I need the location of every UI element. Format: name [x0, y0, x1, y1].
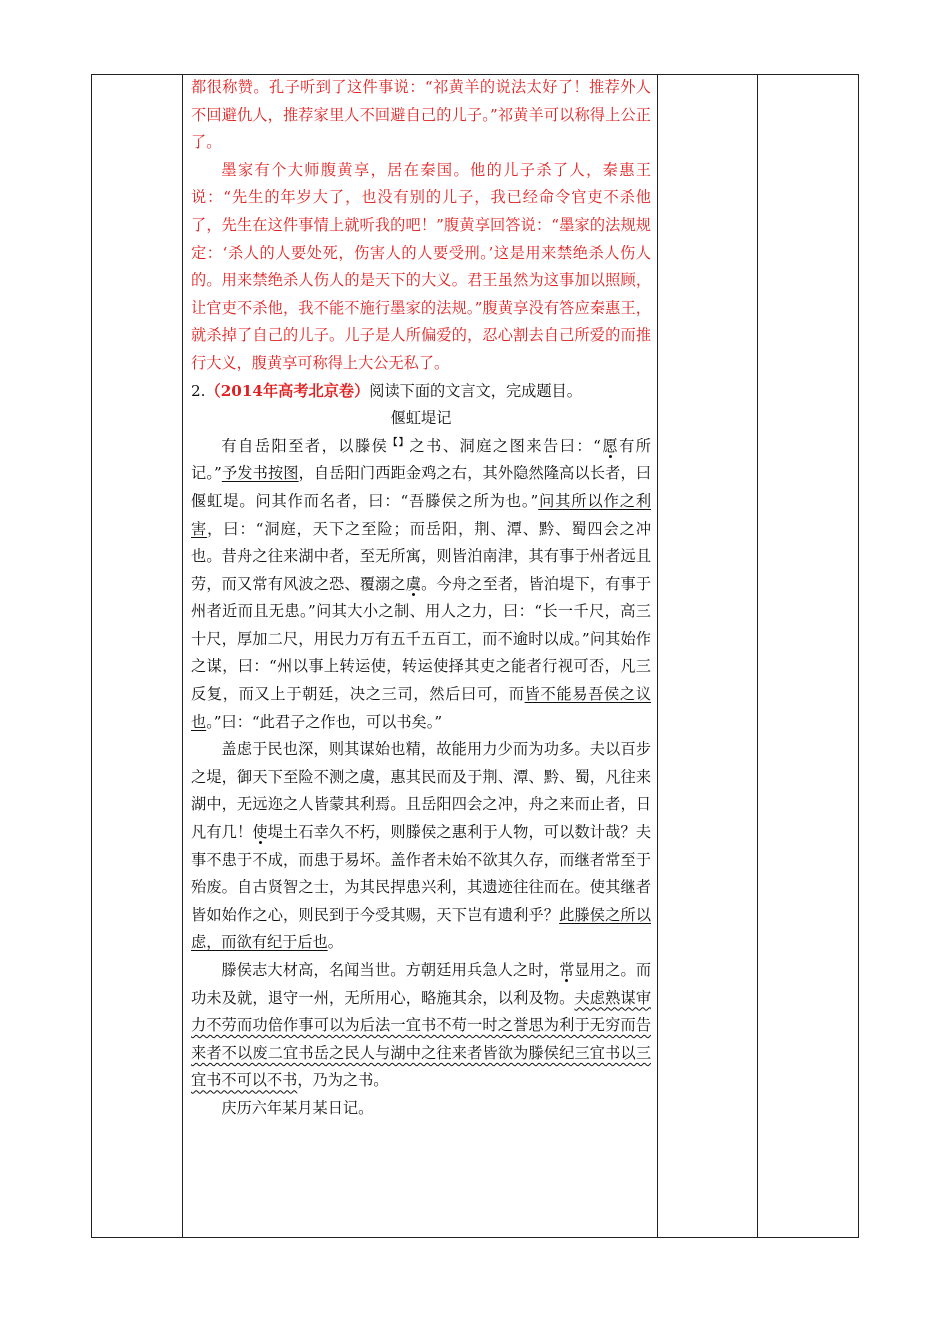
translation-paragraph: 都很称赞。孔子听到了这件事说：“祁黄羊的说法太好了！推荐外人不回避仇人，推荐家里人不回避自己的儿子。”祁黄羊可以称得上公正了。 [191, 78, 651, 152]
underlined-sentence: 此滕侯之所以虑，而欲有纪于后也 [191, 905, 652, 952]
dotted-character: 使 [252, 823, 268, 842]
question-prompt: 阅读下面的文言文，完成题目。 [369, 381, 582, 400]
underlined-sentence: 予发书按图 [221, 464, 299, 483]
underlined-sentence: 皆不能易吾侯之议也 [191, 685, 652, 731]
dotted-character: 虞 [405, 574, 422, 593]
column-divider [657, 75, 658, 1237]
translation-paragraph: 墨家有个大师腹黄享，居在秦国。他的儿子杀了人，秦惠王说：“先生的年岁大了，也没有别的儿子，我已经命令官吏不杀他了，先生在这件事情上就听我的吧！”腹黄享回答说：“墨家的法规规定：‘杀人的人要处死，伤害人的人要受刑。’这是用来禁绝杀人伤人的。用来禁绝杀人伤人的是天下的大义。君王虽然为这事加以照顾，让官吏不杀他，我不能不施行墨家的法规。”腹黄享没有答应秦惠王，就杀掉了自己的儿子。儿子是人所偏爱的，忍心割去自己所爱的而推行大义，腹黄享可称得上大公无私了。 [191, 160, 651, 372]
underlined-sentence: 问其所以作之利害 [191, 491, 652, 538]
passage-date-line: 庆历六年某月某日记。 [221, 1098, 374, 1117]
passage-paragraph: 滕侯志大材高，名闻当世。方朝廷用兵急人之时，常显用之。而功未及就，退守一州，无所用心，略施其余，以利及物。夫虑熟谋审力不劳而功倍作事可以为后法一宜书不苟一时之誉思为利于无穷而告来者不以废二宜书岳之民人与湖中之往来者皆欲为滕侯纪三宜书以三宜书不可以不书，乃为之书。 [191, 961, 652, 1090]
passage-paragraph: 有自岳阳至者，以滕侯【】之书、洞庭之图来告曰：“愿有所记。”予发书按图，自岳阳门西距金鸡之右，其外隐然隆高以长者，曰偃虹堤。问其作而名者，曰：“吾滕侯之所为也。”问其所以作之利害，曰：“洞庭，天下之至险；而岳阳，荆、潭、黔、蜀四会之冲也。昔舟之往来湖中者，至无所寓，则皆泊南津，其有事于州者远且劳，而又常有风波之恐、覆溺之虞。今舟之至者，皆泊堤下，有事于州者近而且无患。”问其大小之制、用人之力，曰：“长一千尺，高三十尺，厚加二尺，用民力万有五千五百工，而不逾时以成。”问其始作之谋，曰：“州以事上转运使，转运使择其吏之能者行视可否，凡三反复，而又上于朝廷，决之三司，然后曰可，而皆不能易吾侯之议也。”曰：“此君子之作也，可以书矣。” [191, 436, 652, 731]
column-divider [182, 75, 183, 1237]
footnote-mark: 【】 [388, 437, 410, 448]
column-divider [757, 75, 758, 1237]
content-cell [191, 74, 651, 1123]
dotted-character: 愿 [600, 436, 620, 455]
question-header: 2.（2014年高考北京卷）阅读下面的文言文，完成题目。 [191, 381, 582, 400]
dotted-character: 常 [559, 961, 575, 979]
question-source: （2014年高考北京卷） [205, 381, 370, 400]
passage-paragraph: 盖虑于民也深，则其谋始也精，故能用力少而为功多。夫以百步之堤，御天下至险不测之虞，惠其民而及于荆、潭、黔、蜀，凡往来湖中，无远迩之人皆蒙其利焉。且岳阳四会之冲，舟之来而止者，日凡有几！使堤土石幸久不朽，则滕侯之惠利于人物，可以数计哉？夫事不患于不成，而患于易坏。盖作者未始不欲其久存，而继者常至于殆废。自古贤智之士，为其民捍患兴利，其遗迹往往而在。使其继者皆如始作之心，则民到于今受其赐，天下岂有遗利乎？此滕侯之所以虑，而欲有纪于后也。 [191, 740, 652, 952]
wavy-underlined-passage: 夫虑熟谋审力不劳而功倍作事可以为后法一宜书不苟一时之誉思为利于无穷而告来者不以废二宜书岳之民人与湖中之往来者皆欲为滕侯纪三宜书以三宜书不可以不书 [191, 988, 652, 1090]
passage-title: 偃虹堤记 [390, 409, 452, 428]
